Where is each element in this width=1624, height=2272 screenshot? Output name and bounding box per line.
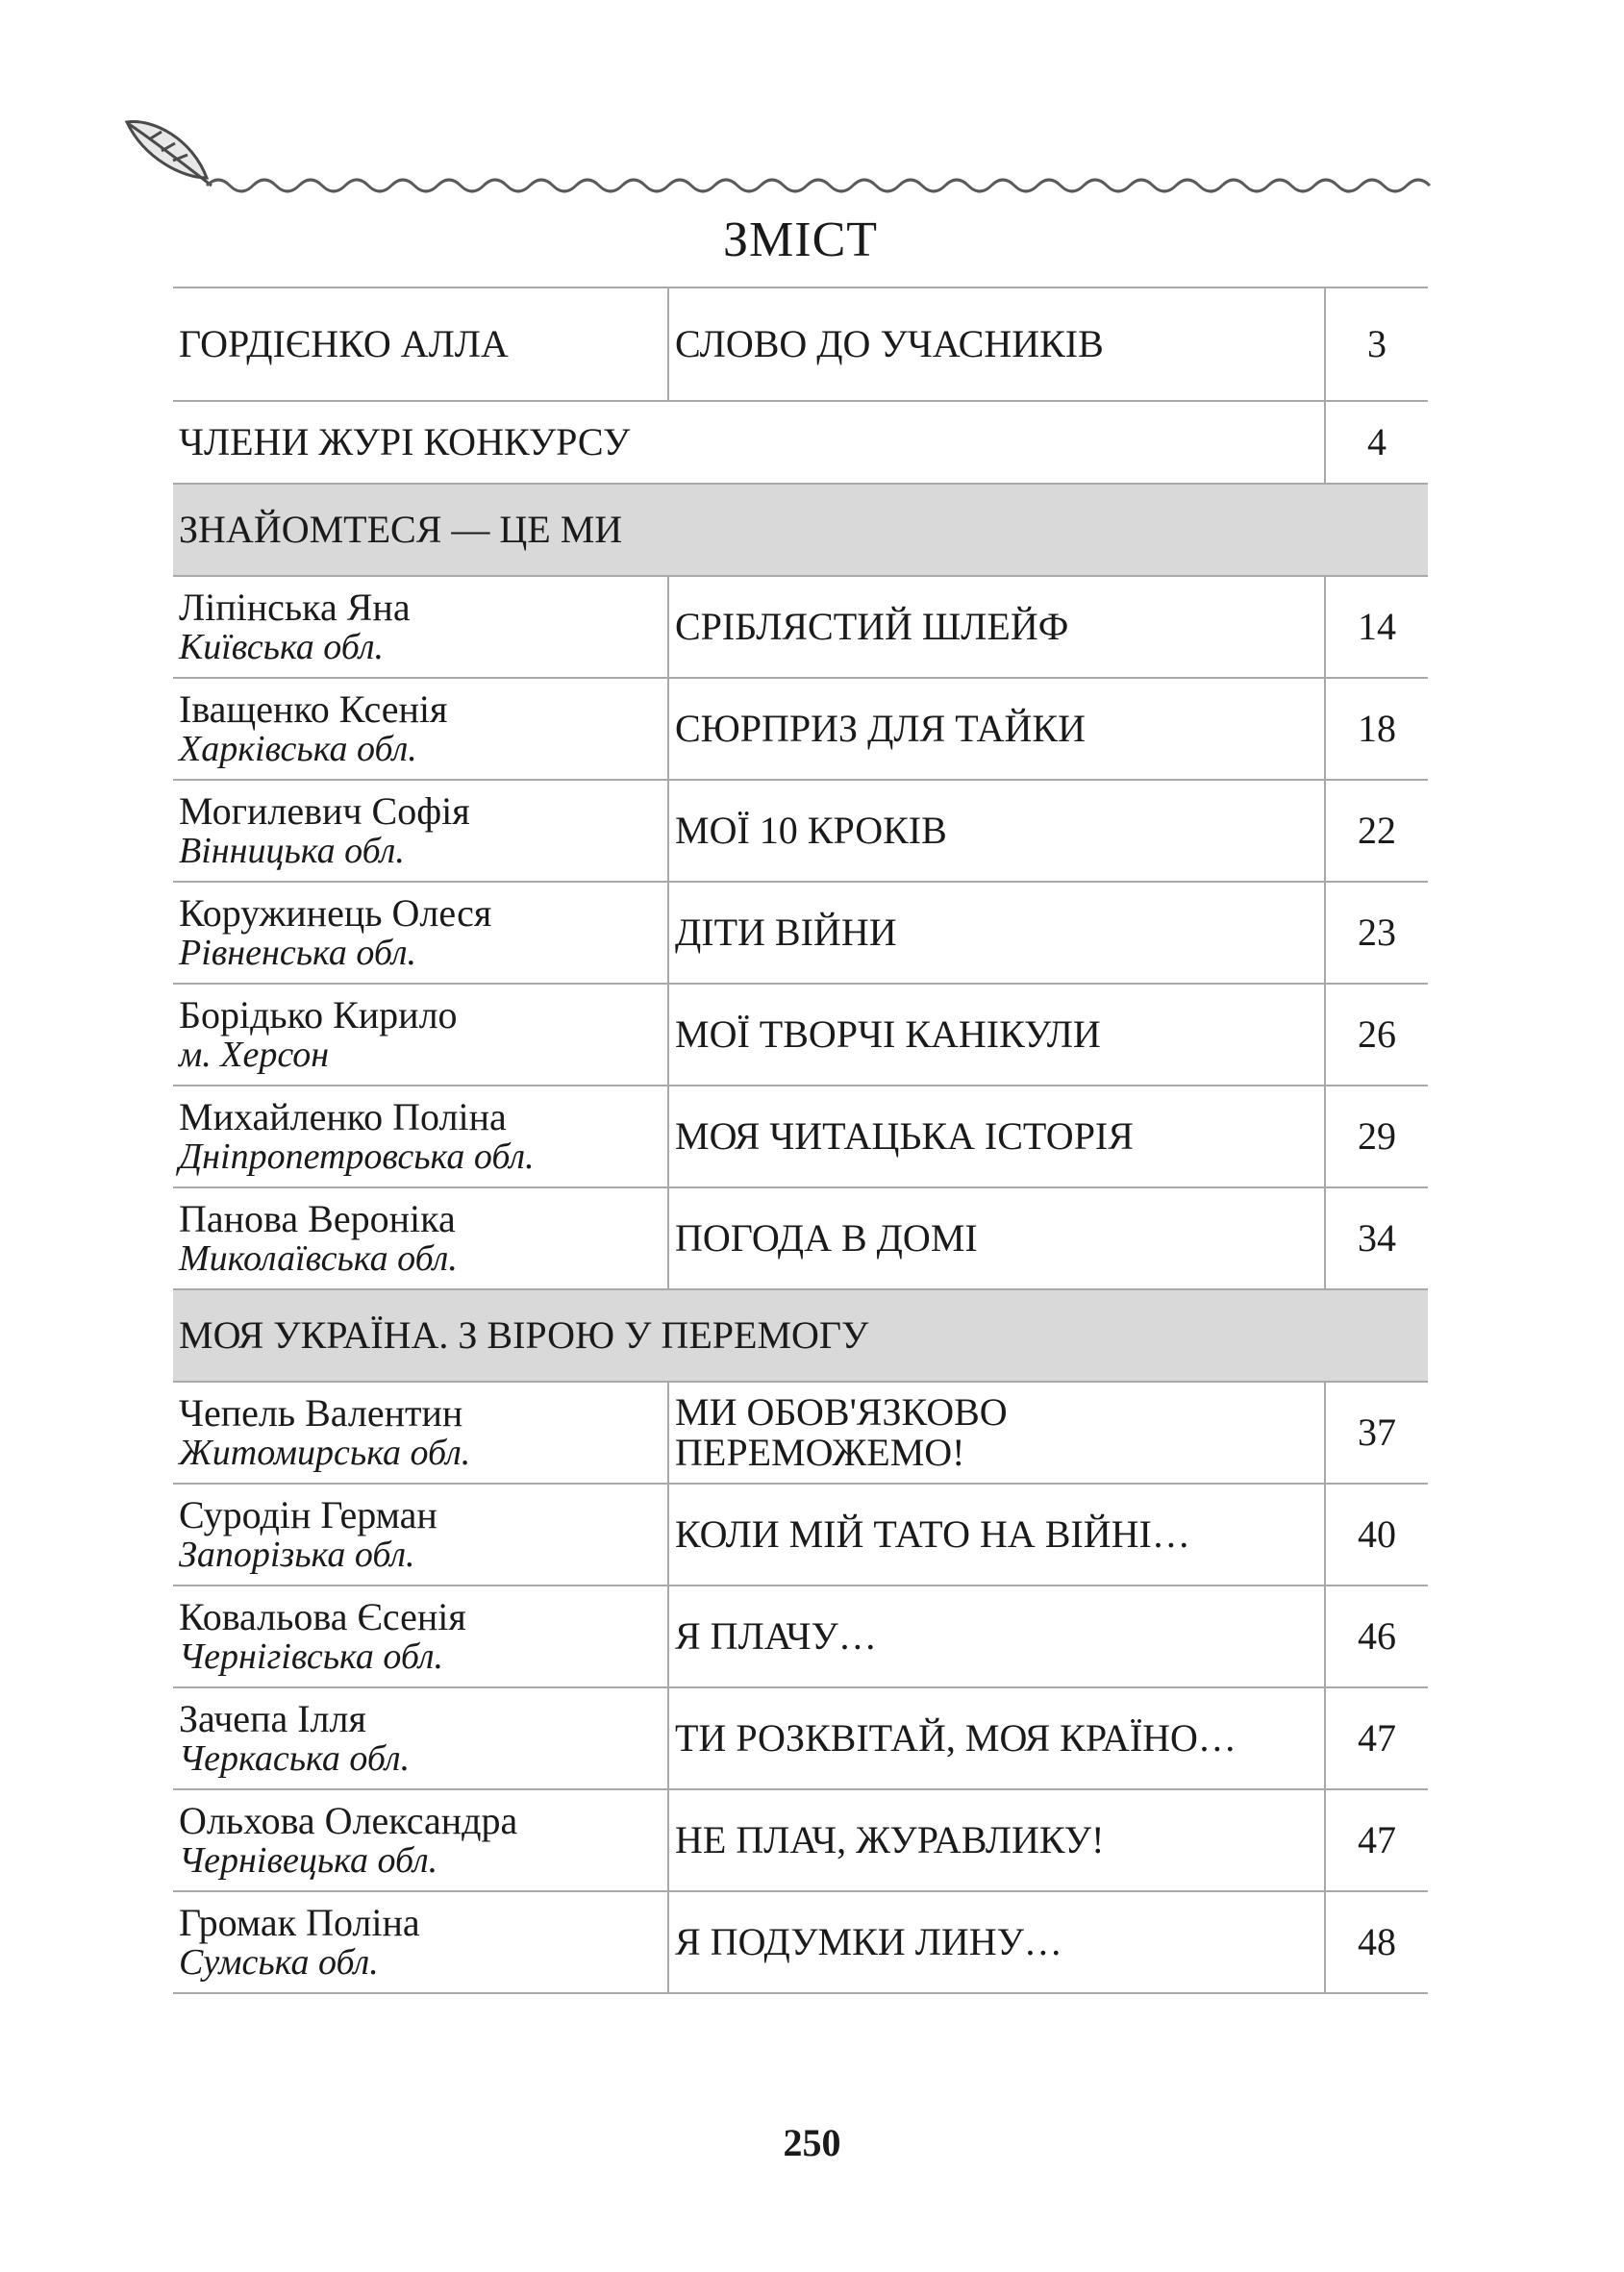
author-name: ГОРДІЄНКО АЛЛА [179,322,509,365]
page-cell: 48 [1325,1891,1428,1993]
work-title: ДІТИ ВІЙНИ [675,911,897,954]
author-name: Зачепа Ілля [179,1697,366,1740]
toc-row [173,1891,1428,1993]
page-cell: 47 [1325,1789,1428,1891]
toc-row [173,882,1428,984]
author-cell [173,1484,668,1585]
title-cell [668,678,1325,780]
author-name: Ольхова Олександра [179,1799,518,1842]
work-title: ЧЛЕНИ ЖУРІ КОНКУРСУ [179,420,631,463]
author-region: Харківська обл. [179,729,417,769]
author-region: Чернігівська обл. [179,1636,444,1677]
page-cell: 18 [1325,678,1428,780]
author-region: Сумська обл. [179,1942,379,1983]
author-cell [173,882,668,984]
quill-wave-ornament [115,111,1437,197]
author-cell [173,678,668,780]
title-cell [668,1086,1325,1187]
author-cell [173,1187,668,1289]
title-cell [173,401,1325,484]
author-region: Запорізька обл. [179,1535,415,1575]
author-name: Коружинець Олеся [179,891,492,935]
author-cell [173,1687,668,1789]
toc-row [173,1585,1428,1687]
toc-row [173,1789,1428,1891]
author-region: Дніпропетровська обл. [179,1136,535,1177]
work-title: МОЇ 10 КРОКІВ [675,809,947,852]
page-cell: 47 [1325,1687,1428,1789]
author-cell [173,984,668,1086]
title-cell [668,882,1325,984]
toc-row [173,1687,1428,1789]
work-title: МОЇ ТВОРЧІ КАНІКУЛИ [675,1012,1101,1056]
contents-table [173,287,1428,1994]
title-cell [668,1382,1325,1484]
author-cell [173,1585,668,1687]
author-name: Іващенко Ксенія [179,687,448,731]
work-title-line2: ПЕРЕМОЖЕМО! [675,1431,965,1474]
toc-row [173,1484,1428,1585]
author-cell [173,1382,668,1484]
work-title: МИ ОБОВ'ЯЗКОВО [675,1390,1008,1434]
title-cell [668,1484,1325,1585]
author-name: Ковальова Єсенія [179,1595,466,1638]
page-cell: 37 [1325,1382,1428,1484]
author-name: Борідько Кирило [179,993,458,1036]
author-cell [173,287,668,401]
work-title: СЛОВО ДО УЧАСНИКІВ [675,322,1104,365]
author-cell [173,1891,668,1993]
author-region: Вінницька обл. [179,831,405,871]
toc-row [173,678,1428,780]
page-cell: 46 [1325,1585,1428,1687]
work-title: СРІБЛЯСТИЙ ШЛЕЙФ [675,605,1069,648]
author-cell [173,1789,668,1891]
title-cell [668,1687,1325,1789]
toc-row [173,576,1428,678]
page-number: 250 [783,2121,841,2164]
author-cell [173,576,668,678]
author-cell [173,1086,668,1187]
work-title: ТИ РОЗКВІТАЙ, МОЯ КРАЇНО… [675,1716,1237,1760]
author-region: Черкаська обл. [179,1738,411,1779]
work-title: Я ПЛАЧУ… [675,1614,877,1658]
page-cell: 26 [1325,984,1428,1086]
title-cell [668,287,1325,401]
section-title: ЗНАЙОМТЕСЯ — ЦЕ МИ [173,484,1428,576]
quill-icon [127,122,212,186]
page-cell: 22 [1325,780,1428,882]
work-title: КОЛИ МІЙ ТАТО НА ВІЙНІ… [675,1512,1190,1556]
title-cell [668,780,1325,882]
author-region: Миколаївська обл. [179,1238,458,1279]
toc-row [173,780,1428,882]
author-region: Рівненська обл. [179,933,417,973]
title-cell [668,576,1325,678]
page-cell: 14 [1325,576,1428,678]
author-region: Житомирська обл. [179,1433,471,1473]
author-cell [173,780,668,882]
author-name: Панова Вероніка [179,1197,456,1240]
page-title: ЗМІСТ [722,212,879,267]
title-cell [668,1187,1325,1289]
toc-row [173,287,1428,401]
section-header [173,1289,1428,1382]
author-region: Київська обл. [179,627,385,667]
author-region: м. Херсон [179,1035,330,1075]
wave-line [207,180,1430,191]
work-title: МОЯ ЧИТАЦЬКА ІСТОРІЯ [675,1114,1134,1158]
toc-row [173,1086,1428,1187]
author-name: Ліпінська Яна [179,586,411,629]
author-name: Чепель Валентин [179,1391,463,1435]
page-cell: 40 [1325,1484,1428,1585]
title-cell [668,1585,1325,1687]
toc-row [173,1187,1428,1289]
section-title: МОЯ УКРАЇНА. З ВІРОЮ У ПЕРЕМОГУ [173,1289,1428,1382]
author-name: Могилевич Софія [179,789,470,833]
work-title: ПОГОДА В ДОМІ [675,1216,978,1260]
title-cell [668,984,1325,1086]
author-region: Чернівецька обл. [179,1840,438,1881]
page-cell: 4 [1325,401,1428,484]
work-title: НЕ ПЛАЧ, ЖУРАВЛИКУ! [675,1818,1105,1861]
title-cell [668,1891,1325,1993]
section-header [173,484,1428,576]
author-name: Михайленко Поліна [179,1095,507,1138]
toc-row [173,1382,1428,1484]
author-name: Суродін Герман [179,1493,437,1536]
page-cell: 3 [1325,287,1428,401]
toc-row [173,984,1428,1086]
work-title: СЮРПРИЗ ДЛЯ ТАЙКИ [675,707,1086,750]
author-name: Громак Поліна [179,1901,420,1944]
title-cell [668,1789,1325,1891]
page-cell: 23 [1325,882,1428,984]
toc-row [173,401,1428,484]
page-cell: 34 [1325,1187,1428,1289]
work-title: Я ПОДУМКИ ЛИНУ… [675,1920,1062,1963]
page-cell: 29 [1325,1086,1428,1187]
